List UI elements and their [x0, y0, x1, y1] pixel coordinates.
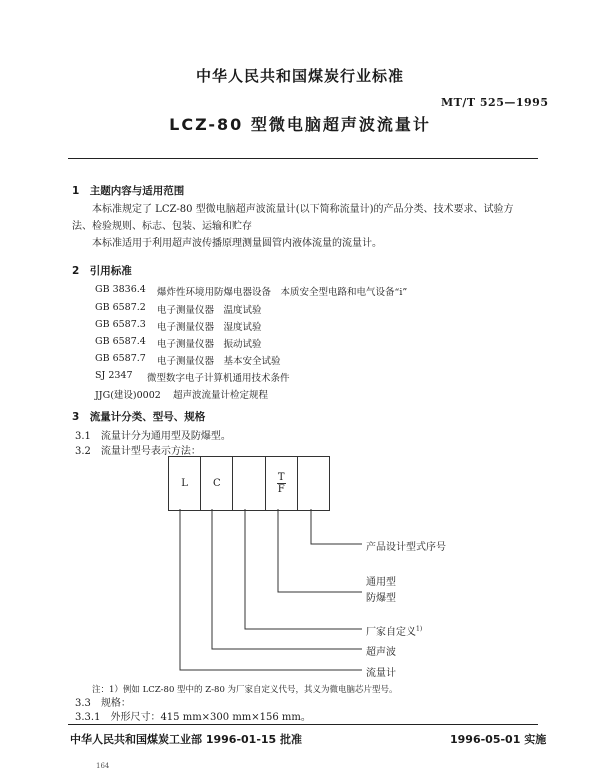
model-cell-l: L — [169, 457, 201, 510]
fraction-top: T — [277, 472, 285, 483]
section-1-para-1-line-2: 法、检验规则、标志、包装、运输和贮存 — [72, 221, 252, 232]
document-title: LCZ-80 型微电脑超声波流量计 — [169, 115, 431, 134]
label-ultrasonic: 超声波 — [366, 647, 396, 658]
reference-code: GB 3836.4 — [95, 284, 146, 295]
label-flowmeter: 流量计 — [366, 668, 396, 679]
reference-title: 超声波流量计检定规程 — [173, 390, 269, 401]
section-1-para-2: 本标准适用于利用超声波传播原理测量圆管内液体流量的流量计。 — [92, 238, 382, 249]
label-manufacturer — [366, 623, 422, 638]
item-3-1: 3.1 流量计分为通用型及防爆型。 — [75, 431, 231, 442]
reference-code: GB 6587.4 — [95, 336, 146, 347]
label-general-type: 通用型 — [366, 577, 396, 588]
page-number: 164 — [96, 762, 110, 770]
leader-ultrasonic — [212, 509, 362, 649]
leader-manufacturer — [245, 509, 362, 629]
reference-title: 微型数字电子计算机通用技术条件 — [147, 373, 290, 384]
effective-date: 1996-05-01 实施 — [450, 733, 547, 746]
footer-divider — [68, 724, 538, 725]
reference-code: SJ 2347 — [95, 370, 133, 381]
reference-code: JJG(建设)0002 — [95, 390, 161, 401]
section-2-heading: 2 引用标准 — [72, 265, 132, 277]
reference-code: GB 6587.7 — [95, 353, 146, 364]
section-1-heading: 1 主题内容与适用范围 — [72, 185, 185, 197]
reference-code: GB 6587.3 — [95, 319, 146, 330]
label-explosion-proof: 防爆型 — [366, 593, 396, 604]
footnote-marker: 1) — [416, 625, 423, 633]
leader-type — [278, 509, 362, 592]
section-3-heading: 3 流量计分类、型号、规格 — [72, 411, 206, 423]
reference-title: 爆炸性环境用防爆电器设备 本质安全型电路和电气设备“i” — [157, 287, 408, 298]
item-3-3-1: 3.3.1 外形尺寸：415 mm×300 mm×156 mm。 — [75, 712, 311, 723]
approval-line: 中华人民共和国煤炭工业部 1996-01-15 批准 — [70, 733, 303, 746]
model-cell-c: C — [201, 457, 233, 510]
section-1-para-1-line-1: 本标准规定了 LCZ-80 型微电脑超声波流量计(以下简称流量计)的产品分类、技术要求、试验方 — [92, 204, 514, 215]
org-title: 中华人民共和国煤炭行业标准 — [195, 67, 404, 85]
label-manufacturer-text: 厂家自定义 — [366, 627, 416, 638]
reference-title: 电子测量仪器 湿度试验 — [157, 322, 262, 333]
fraction-bottom: F — [277, 484, 285, 495]
leader-design-seq — [311, 509, 362, 544]
label-design-seq: 产品设计型式序号 — [366, 542, 446, 553]
standard-code: MT/T 525—1995 — [441, 96, 549, 109]
footnote: 注：1）例如 LCZ-80 型中的 Z-80 为厂家自定义代号，其义为微电脑芯片型号。 — [92, 685, 398, 695]
reference-title: 电子测量仪器 基本安全试验 — [157, 356, 281, 367]
reference-code: GB 6587.2 — [95, 302, 146, 313]
reference-title: 电子测量仪器 振动试验 — [157, 339, 262, 350]
item-3-2: 3.2 流量计型号表示方法： — [75, 446, 201, 457]
reference-title: 电子测量仪器 温度试验 — [157, 305, 262, 316]
leader-flowmeter — [180, 509, 362, 670]
item-3-3: 3.3 规格： — [75, 698, 131, 709]
